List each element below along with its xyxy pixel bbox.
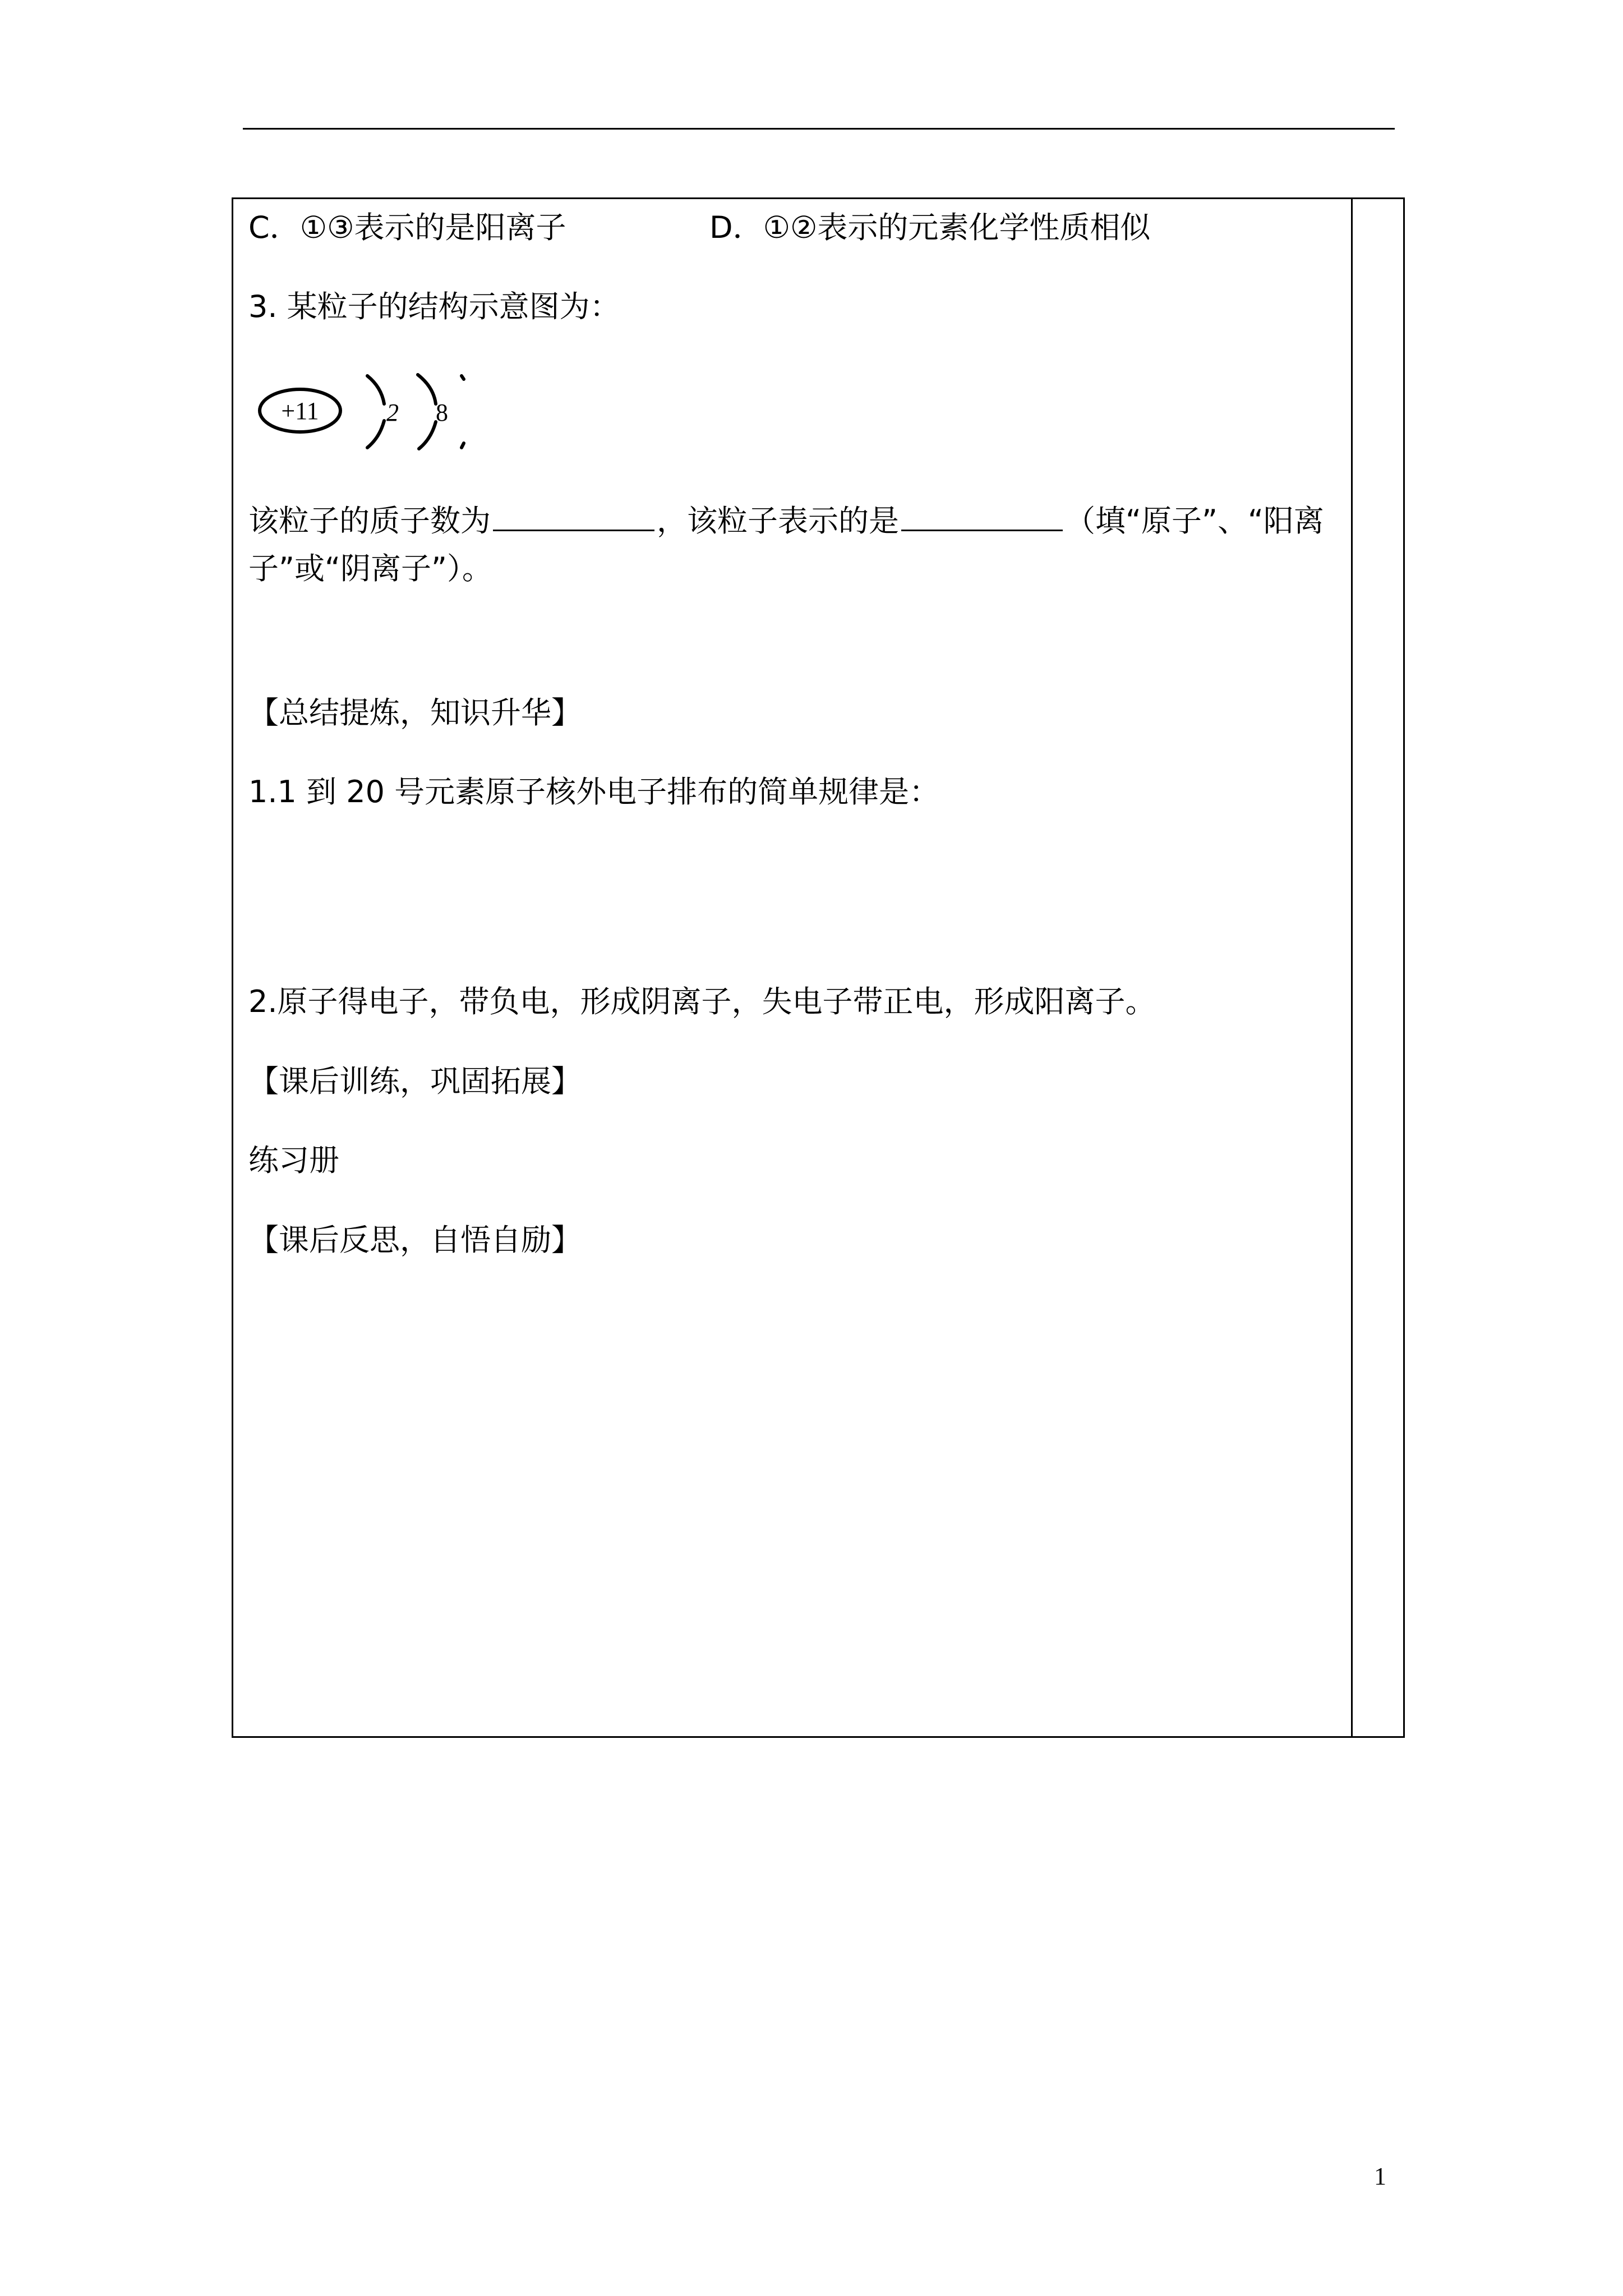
summary-heading: 【总结提炼，知识升华】 <box>248 695 582 730</box>
shell-arc-2-bottom <box>419 422 436 449</box>
question-3-fill-line-2: 子”或“阴离子”）。 <box>248 551 492 586</box>
fill-text-2: ，该粒子表示的是 <box>657 503 899 539</box>
option-d: D．①②表示的元素化学性质相似 <box>709 210 1151 245</box>
shell-1-electrons: 2 <box>386 399 399 426</box>
table-column-divider <box>1351 197 1353 1738</box>
shell-2-electrons: 8 <box>436 399 448 426</box>
particle-type-blank[interactable] <box>901 499 1063 531</box>
shell-arc-3-bottom <box>462 443 464 448</box>
nucleus-charge: +11 <box>281 397 319 425</box>
after-class-heading: 【课后训练，巩固拓展】 <box>248 1064 582 1099</box>
summary-item-2: 2.原子得电子，带负电，形成阴离子，失电子带正电，形成阳离子。 <box>248 984 1156 1019</box>
fill-text-1: 该粒子的质子数为 <box>248 503 491 539</box>
option-c: C．①③表示的是阳离子 <box>248 210 566 245</box>
fill-text-3: （填“原子”、“阳离 <box>1065 503 1324 539</box>
summary-item-1: 1.1 到 20 号元素原子核外电子排布的简单规律是： <box>248 774 940 809</box>
shell-arc-1-top <box>367 376 384 404</box>
page-number: 1 <box>1374 2162 1386 2190</box>
question-3-fill-line-1 <box>248 499 1324 541</box>
shell-arc-2-top <box>418 375 436 404</box>
proton-count-blank[interactable] <box>493 499 654 531</box>
question-3-title: 3. 某粒子的结构示意图为： <box>248 289 620 324</box>
shell-arc-3-top <box>462 376 464 379</box>
particle-structure-diagram <box>255 365 474 460</box>
after-class-text: 练习册 <box>248 1143 339 1178</box>
reflection-heading: 【课后反思，自悟自励】 <box>248 1222 582 1258</box>
header-rule <box>243 128 1395 130</box>
shell-arc-1-bottom <box>367 421 384 448</box>
